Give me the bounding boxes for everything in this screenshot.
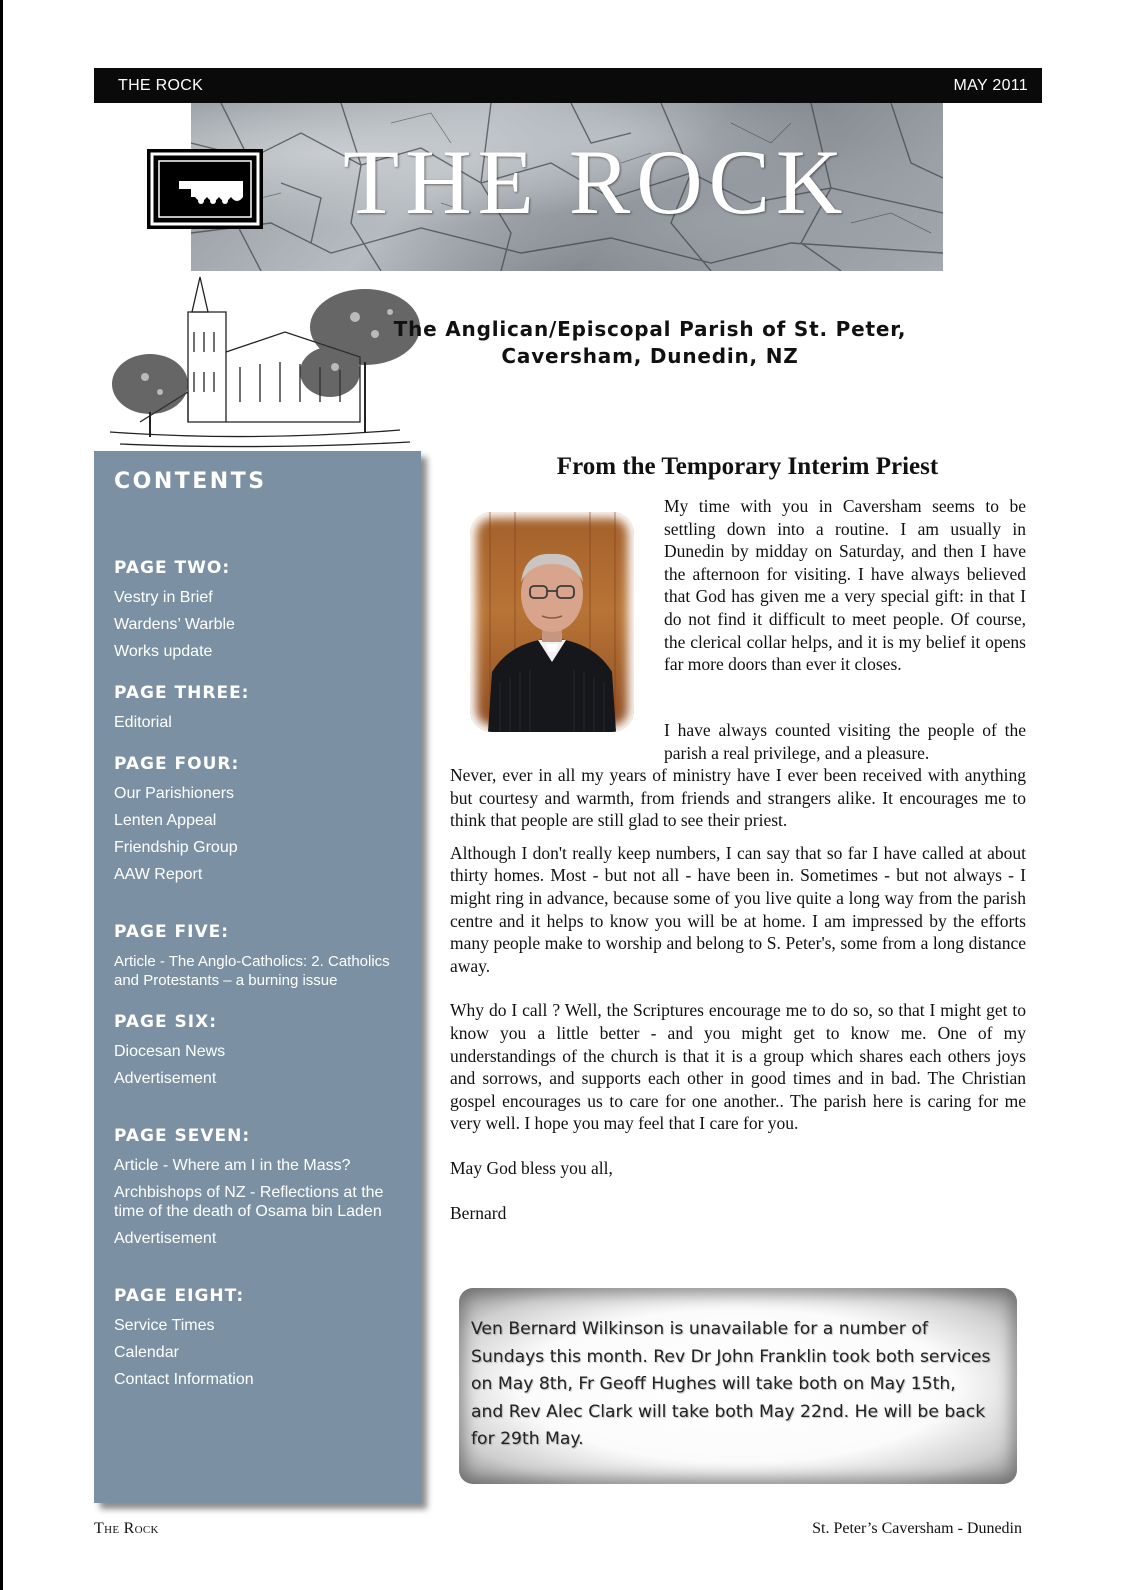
page-left-rule (0, 0, 3, 1590)
priest-portrait-image (470, 512, 634, 732)
notice-text: Ven Bernard Wilkinson is unavailable for a number of Sundays this month. Rev Dr John Franklin took both services on May 8th, Fr Geoff Hughes will take both on May 15th, and Rev Alec Clark will take both May 22nd. He will be back for 29th May. (471, 1319, 991, 1450)
contents-item: Diocesan News (114, 1043, 226, 1060)
footer-left: The Rock (94, 1520, 159, 1537)
contents-item: Wardens’ Warble (114, 616, 235, 633)
contents-section-page-eight (114, 1286, 401, 1389)
masthead-title: THE ROCK (343, 131, 849, 233)
header-right-label: MAY 2011 (953, 76, 1028, 94)
parish-line-2: Caversham, Dunedin, NZ (501, 344, 799, 368)
priest-photo (470, 512, 634, 732)
contents-item: Vestry in Brief (114, 589, 213, 606)
contents-item: Friendship Group (114, 839, 238, 856)
contents-item: Contact Information (114, 1371, 254, 1388)
article-signature: Bernard (450, 1202, 507, 1223)
contents-item: Service Times (114, 1317, 215, 1334)
contents-title: CONTENTS (114, 469, 267, 494)
parish-line-1: The Anglican/Episcopal Parish of St. Peter, (393, 317, 907, 341)
contents-section-page-five (114, 922, 401, 990)
contents-item: Article - The Anglo-Catholics: 2. Catholics and Protestants – a burning issue (114, 953, 390, 989)
section-heading: PAGE EIGHT: (114, 1286, 245, 1306)
header-bar (94, 68, 1042, 103)
contents-item: Calendar (114, 1344, 179, 1361)
contents-item: Article - Where am I in the Mass? (114, 1157, 351, 1174)
article-paragraph-2a: I have always counted visiting the people of the parish a real privilege, and a pleasure. (664, 720, 1026, 763)
footer-right: St. Peter’s Caversham - Dunedin (812, 1520, 1022, 1537)
section-heading: PAGE FOUR: (114, 754, 240, 774)
parish-name (360, 316, 940, 370)
rock-logo-icon (147, 149, 263, 229)
article-title: From the Temporary Interim Priest (556, 453, 939, 480)
article-paragraph-3: Although I don't really keep numbers, I can say that so far I have called at about thirty homes. Most - but not all - have been in. Sometimes - but not always - I might ring in advance, because some of you live quite a long way from the parish centre and it helps to know you will be at home. I am impressed by the efforts many people make to worship and belong to S. Peter's, some from a long distance away. (450, 842, 1026, 976)
contents-section-page-four (114, 754, 401, 884)
article-closing: May God bless you all, (450, 1157, 613, 1178)
section-heading: PAGE THREE: (114, 683, 250, 703)
contents-section-page-seven (114, 1126, 401, 1248)
article-paragraph-2a-wrap (664, 719, 1026, 764)
contents-section-page-six (114, 1012, 401, 1088)
section-heading: PAGE FIVE: (114, 922, 230, 942)
section-heading: PAGE TWO: (114, 558, 231, 578)
article-paragraph-1-wrap (664, 495, 1026, 676)
contents-item: Lenten Appeal (114, 812, 217, 829)
article-paragraph-1: My time with you in Caversham seems to be settling down into a routine. I am usually in Dunedin by midday on Saturday, and then I have the afternoon for visiting. I have always believed that God has given me a very special gift: in that I do not find it difficult to meet people. Of course, the clerical collar helps, and it is my belief it opens far more doors than ever it closes. (664, 496, 1026, 675)
article-paragraph-4: Why do I call ? Well, the Scriptures encourage me to do so, so that I might get to know you a little better - and you might get to know me. One of my understandings of the church is that it is a group which shares each others joys and sorrows, and supports each other in good times and in bad. The Christian gospel encourages us to care for one another.. The parish here is caring for me very well. I hope you may feel that I care for you. (450, 1000, 1026, 1134)
section-heading: PAGE SEVEN: (114, 1126, 251, 1146)
article-paragraph-2b: Never, ever in all my years of ministry have I ever been received with anything but courtesy and warmth, from friends and strangers alike. It encourages me to think that people are still glad to see their priest. (450, 765, 1026, 831)
section-heading: PAGE SIX: (114, 1012, 218, 1032)
contents-sidebar (94, 451, 421, 1503)
parish-logo (147, 149, 263, 229)
contents-section-page-three (114, 683, 401, 732)
contents-item: AAW Report (114, 866, 203, 883)
header-left-label: THE ROCK (118, 76, 204, 94)
article-main-column (450, 764, 1026, 1224)
contents-item: Our Parishioners (114, 785, 235, 802)
contents-item: Advertisement (114, 1070, 217, 1087)
contents-item: Archbishops of NZ - Reflections at the time of the death of Osama bin Laden (114, 1184, 384, 1220)
contents-item: Advertisement (114, 1230, 217, 1247)
masthead-rock-banner (191, 103, 943, 271)
contents-item: Works update (114, 643, 213, 660)
contents-item: Editorial (114, 714, 172, 731)
notice-box (459, 1288, 1017, 1484)
contents-section-page-two (114, 558, 401, 661)
